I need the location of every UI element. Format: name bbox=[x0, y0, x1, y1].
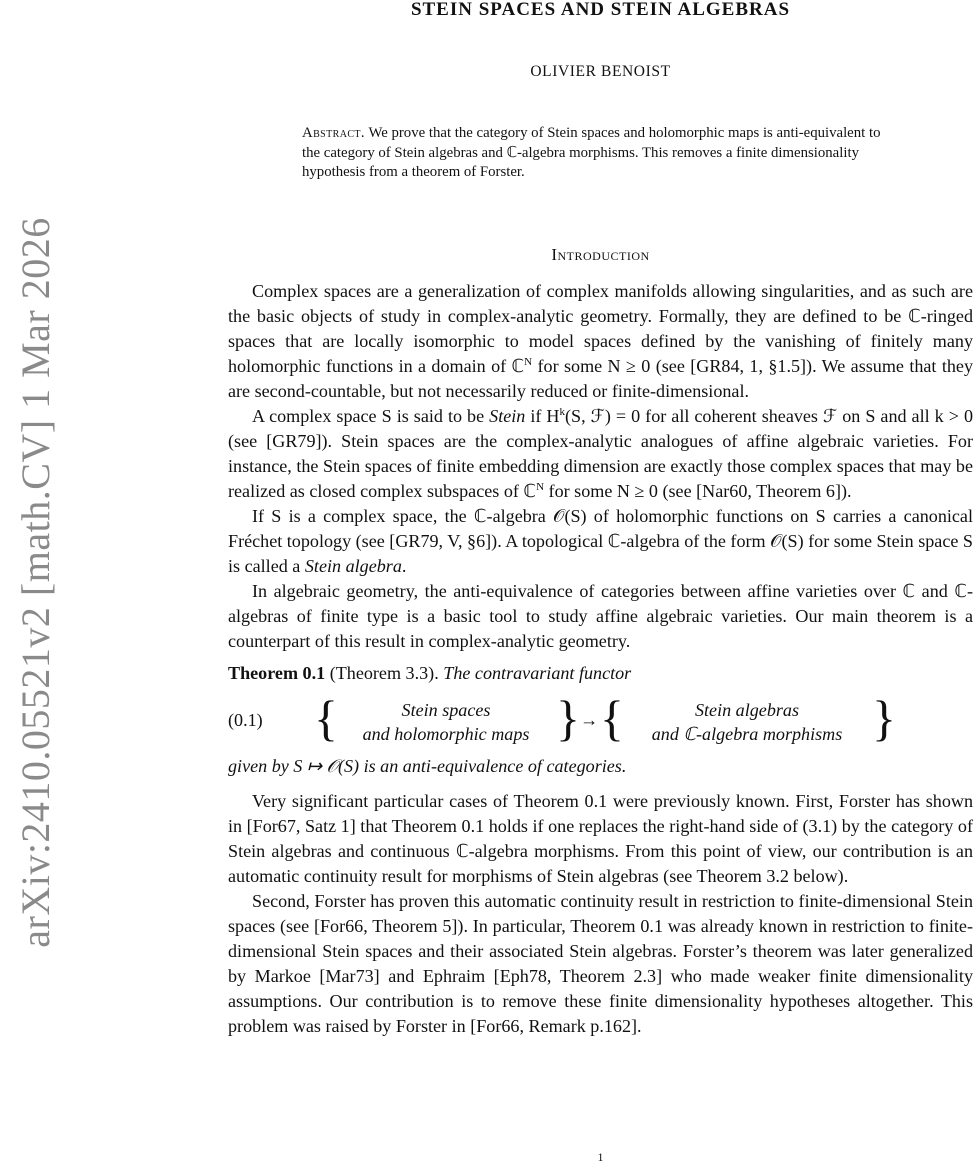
paragraph-2: A complex space S is said to be Stein if $H^k(S$, ℱ) = 0 for all coherent sheaves ℱ on S and all k > 0 (see [GR79]). Stein spaces are the complex-analytic analogues of affine algebraic varieties. For instance, the Stein spaces of finite embedding dimension are exactly those complex spaces that may be realized as closed complex subspaces of ℂ$^N$ for some N ≥ 0 (see [Nar60, Theorem 6]). bbox=[228, 405, 973, 501]
right-set: Stein algebras and ℂ-algebra morphisms bbox=[651, 699, 843, 744]
theorem-intro: The contravariant functor bbox=[443, 662, 632, 683]
paragraph-4: In algebraic geometry, the anti-equivalence of categories between affine varieties over ℂ and ℂ-algebras of finite type is a basic tool to study affine algebraic varieties. Our main theorem is a counterpart of this result in complex-analytic geometry. bbox=[228, 580, 973, 651]
theorem-ref: (Theorem 3.3). bbox=[329, 662, 439, 683]
paragraph-1: Complex spaces are a generalization of complex manifolds allowing singularities, and as such are the basic objects of study in complex-analytic geometry. Formally, they are defined to be ℂ-ringed spaces that are locally isomorphic to model spaces defined by the vanishing of finitely many holomorphic functions in a domain of ℂ$^N$ for some N ≥ 0 (see [GR84, 1, §1.5]). We assume that they are second-countable, but not necessarily reduced or finite-dimensional. bbox=[228, 280, 973, 401]
left-brace-open: { bbox=[314, 689, 338, 746]
right-brace-close: } bbox=[872, 689, 896, 746]
right-brace-open: { bbox=[600, 689, 624, 746]
theorem-head: Theorem 0.1 bbox=[228, 662, 326, 683]
left-brace-close: } bbox=[556, 689, 580, 746]
paper-page bbox=[228, 0, 973, 1164]
left-set: Stein spaces and holomorphic maps bbox=[362, 699, 530, 744]
equation-number: (0.1) bbox=[228, 709, 263, 730]
section-heading: Introduction bbox=[551, 244, 650, 264]
theorem-display bbox=[228, 689, 973, 752]
functor-arrow: → bbox=[580, 709, 599, 730]
theorem-statement bbox=[228, 661, 973, 779]
arxiv-identifier: arXiv:2410.05521v2 [math.CV] 1 Mar 2026 bbox=[12, 217, 58, 948]
theorem-conclusion: given by S ↦ 𝒪(S) is an anti-equivalence of categories. bbox=[228, 755, 627, 776]
abstract-text: We prove that the category of Stein spaces and holomorphic maps is anti-equivalent to the category of Stein algebras and ℂ-algebra morphisms. This removes a finite dimensionality hypothesis from a theorem of Forster. bbox=[302, 125, 881, 181]
paragraph-3: If S is a complex space, the ℂ-algebra 𝒪(S) of holomorphic functions on S carries a canonical Fréchet topology (see [GR79, V, §6]). A topological ℂ-algebra of the form 𝒪(S) for some Stein space S is called a Stein algebra. bbox=[228, 505, 973, 576]
arxiv-sidebar bbox=[0, 0, 70, 1165]
abstract bbox=[302, 124, 900, 183]
paragraph-5: Very significant particular cases of Theorem 0.1 were previously known. First, Forster has shown in [For67, Satz 1] that Theorem 0.1 holds if one replaces the right-hand side of (3.1) by the category of Stein algebras and continuous ℂ-algebra morphisms. From this point of view, our contribution is an automatic continuity result for morphisms of Stein algebras (see Theorem 3.2 below). bbox=[228, 790, 973, 886]
abstract-label: Abstract. bbox=[302, 125, 365, 141]
paper-author: OLIVIER BENOIST bbox=[530, 63, 671, 80]
paper-title: STEIN SPACES AND STEIN ALGEBRAS bbox=[410, 0, 791, 20]
paragraph-6: Second, Forster has proven this automatic continuity result in restriction to finite-dimensional Stein spaces (see [For66, Theorem 5]). In particular, Theorem 0.1 was already known in restriction to finite-dimensional Stein spaces and their associated Stein algebras. Forster’s theorem was later generalized by Markoe [Mar73] and Ephraim [Eph78, Theorem 2.3] who made weaker finite dimensionality assumptions. Our contribution is to remove these finite dimensionality hypotheses altogether. This problem was raised by Forster in [For66, Remark p.162]. bbox=[228, 890, 973, 1036]
page-number: 1 bbox=[597, 1150, 604, 1164]
